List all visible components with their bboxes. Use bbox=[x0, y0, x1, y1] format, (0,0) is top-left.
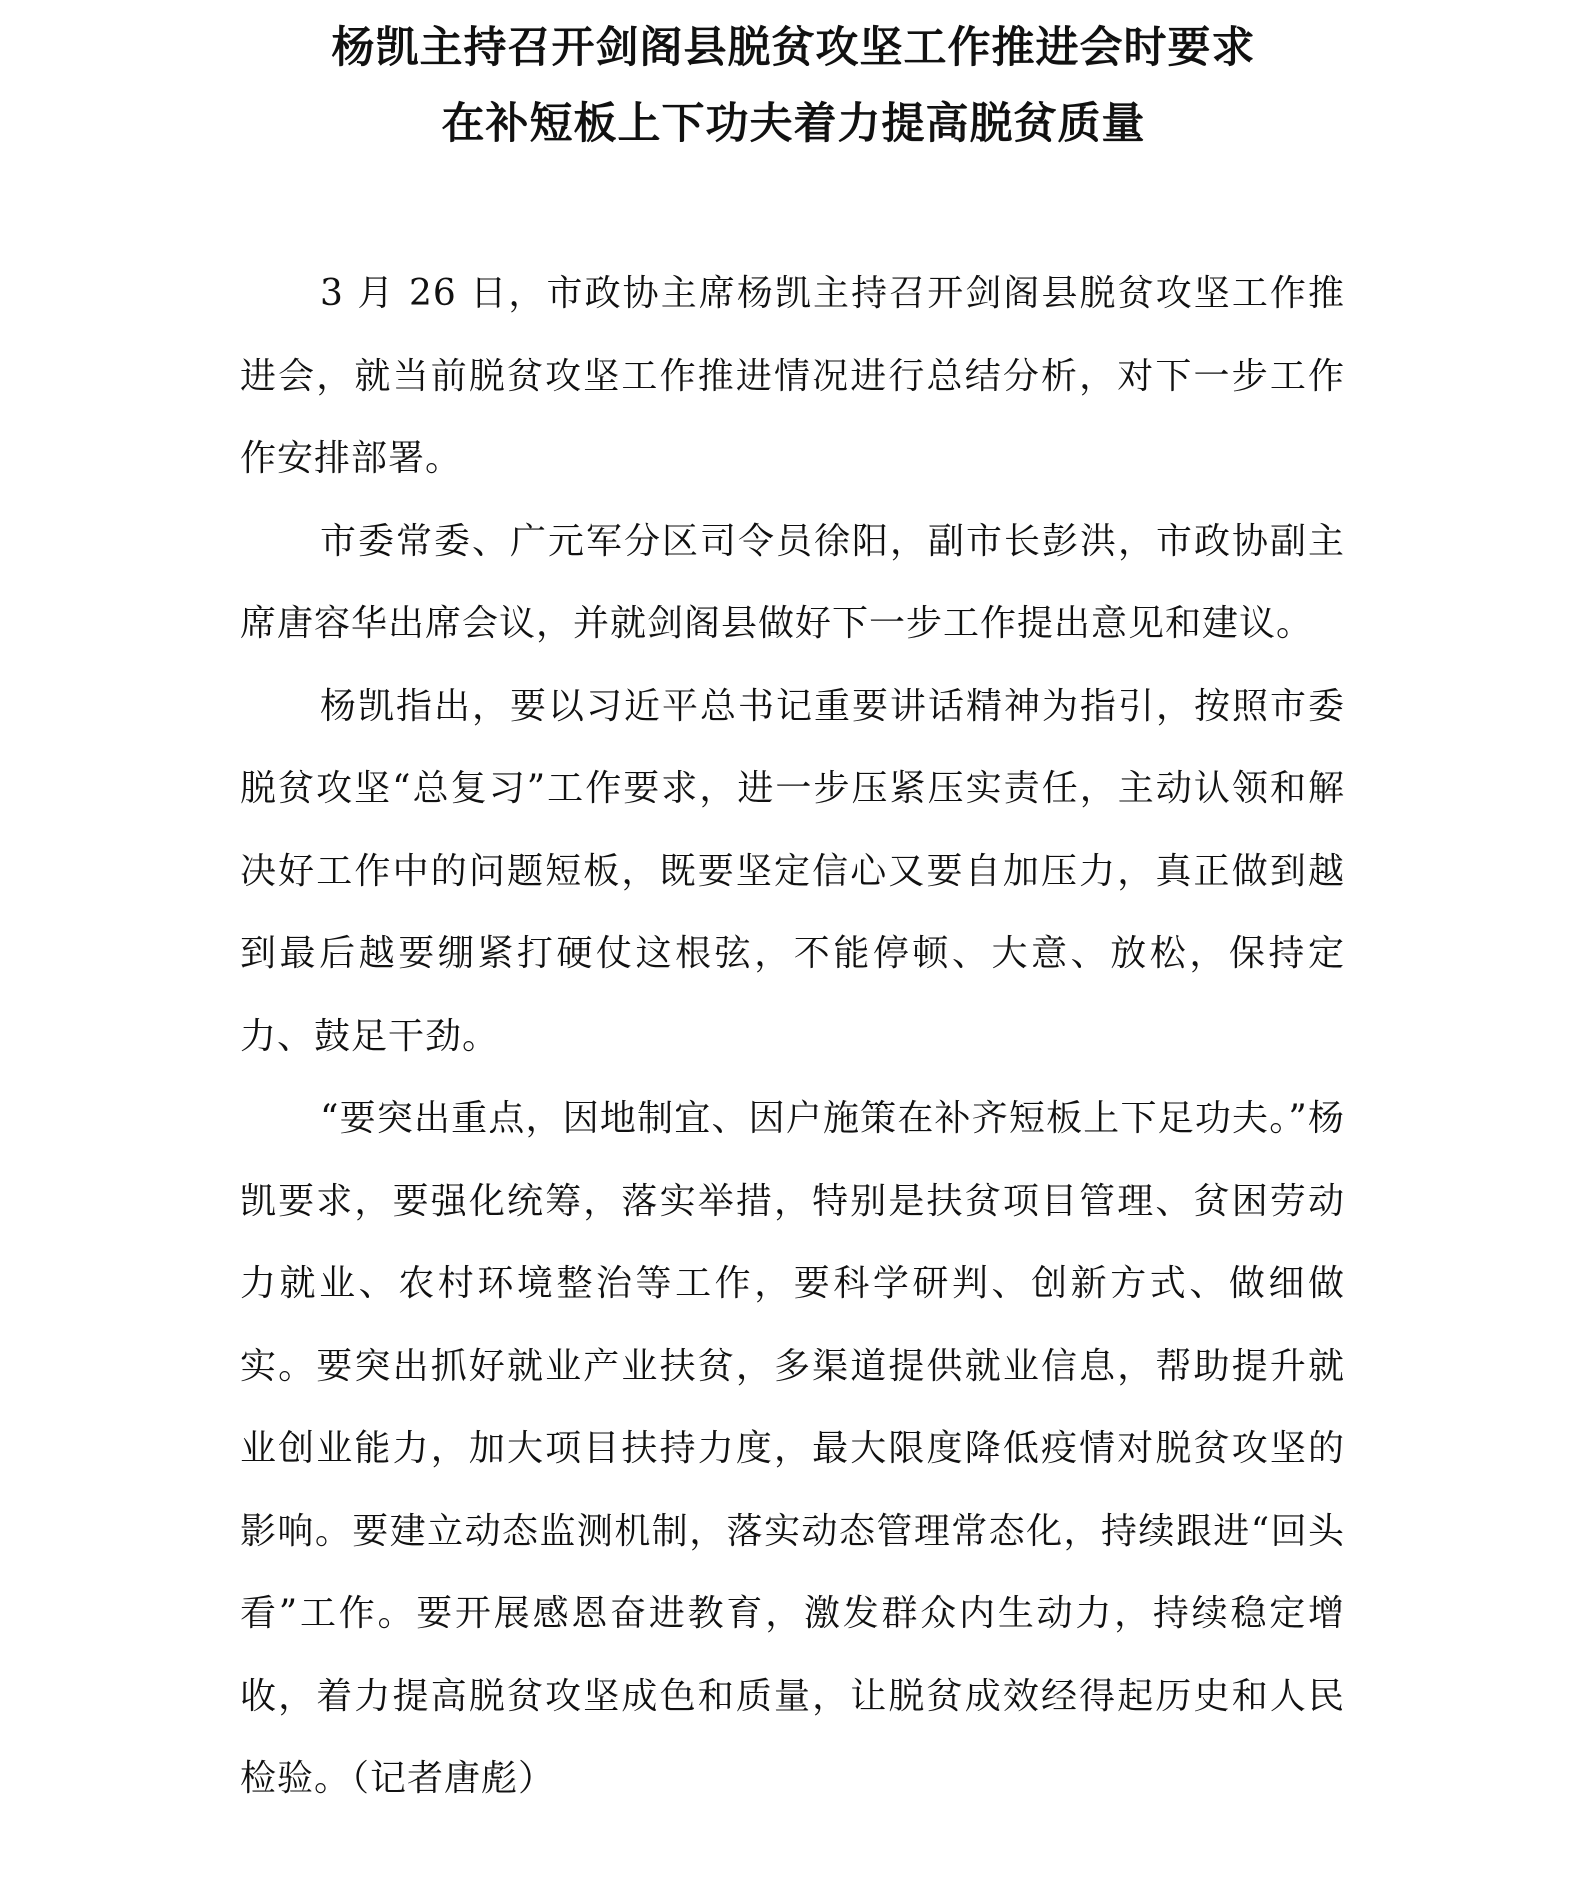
article-body bbox=[240, 253, 1345, 1821]
paragraph-1: 3 月 26 日，市政协主席杨凯主持召开剑阁县脱贫攻坚工作推进会，就当前脱贫攻坚工作推进情况进行总结分析，对下一步工作作安排部署。 bbox=[240, 273, 1345, 479]
article-title bbox=[0, 10, 1587, 162]
paragraph-2: 市委常委、广元军分区司令员徐阳，副市长彭洪，市政协副主席唐容华出席会议，并就剑阁县做好下一步工作提出意见和建议。 bbox=[240, 520, 1345, 644]
title-line-1: 杨凯主持召开剑阁县脱贫攻坚工作推进会时要求 bbox=[331, 23, 1256, 73]
paragraph-4: “要突出重点，因地制宜、因户施策在补齐短板上下足功夫。”杨凯要求，要强化统筹，落实举措，特别是扶贫项目管理、贫困劳动力就业、农村环境整治等工作，要科学研判、创新方式、做细做实。要突出抓好就业产业扶贫，多渠道提供就业信息，帮助提升就业创业能力，加大项目扶持力度，最大限度降低疫情对脱贫攻坚的影响。要建立动态监测机制，落实动态管理常态化，持续跟进“回头看”工作。要开展感恩奋进教育，激发群众内生动力，持续稳定增收，着力提高脱贫攻坚成色和质量，让脱贫成效经得起历史和人民检验。（记者唐彪） bbox=[240, 1098, 1345, 1799]
title-line-2: 在补短板上下功夫着力提高脱贫质量 bbox=[441, 99, 1146, 149]
paragraph-3: 杨凯指出，要以习近平总书记重要讲话精神为指引，按照市委脱贫攻坚“总复习”工作要求，进一步压紧压实责任，主动认领和解决好工作中的问题短板，既要坚定信心又要自加压力，真正做到越到最后越要绷紧打硬仗这根弦，不能停顿、大意、放松，保持定力、鼓足干劲。 bbox=[240, 685, 1345, 1057]
